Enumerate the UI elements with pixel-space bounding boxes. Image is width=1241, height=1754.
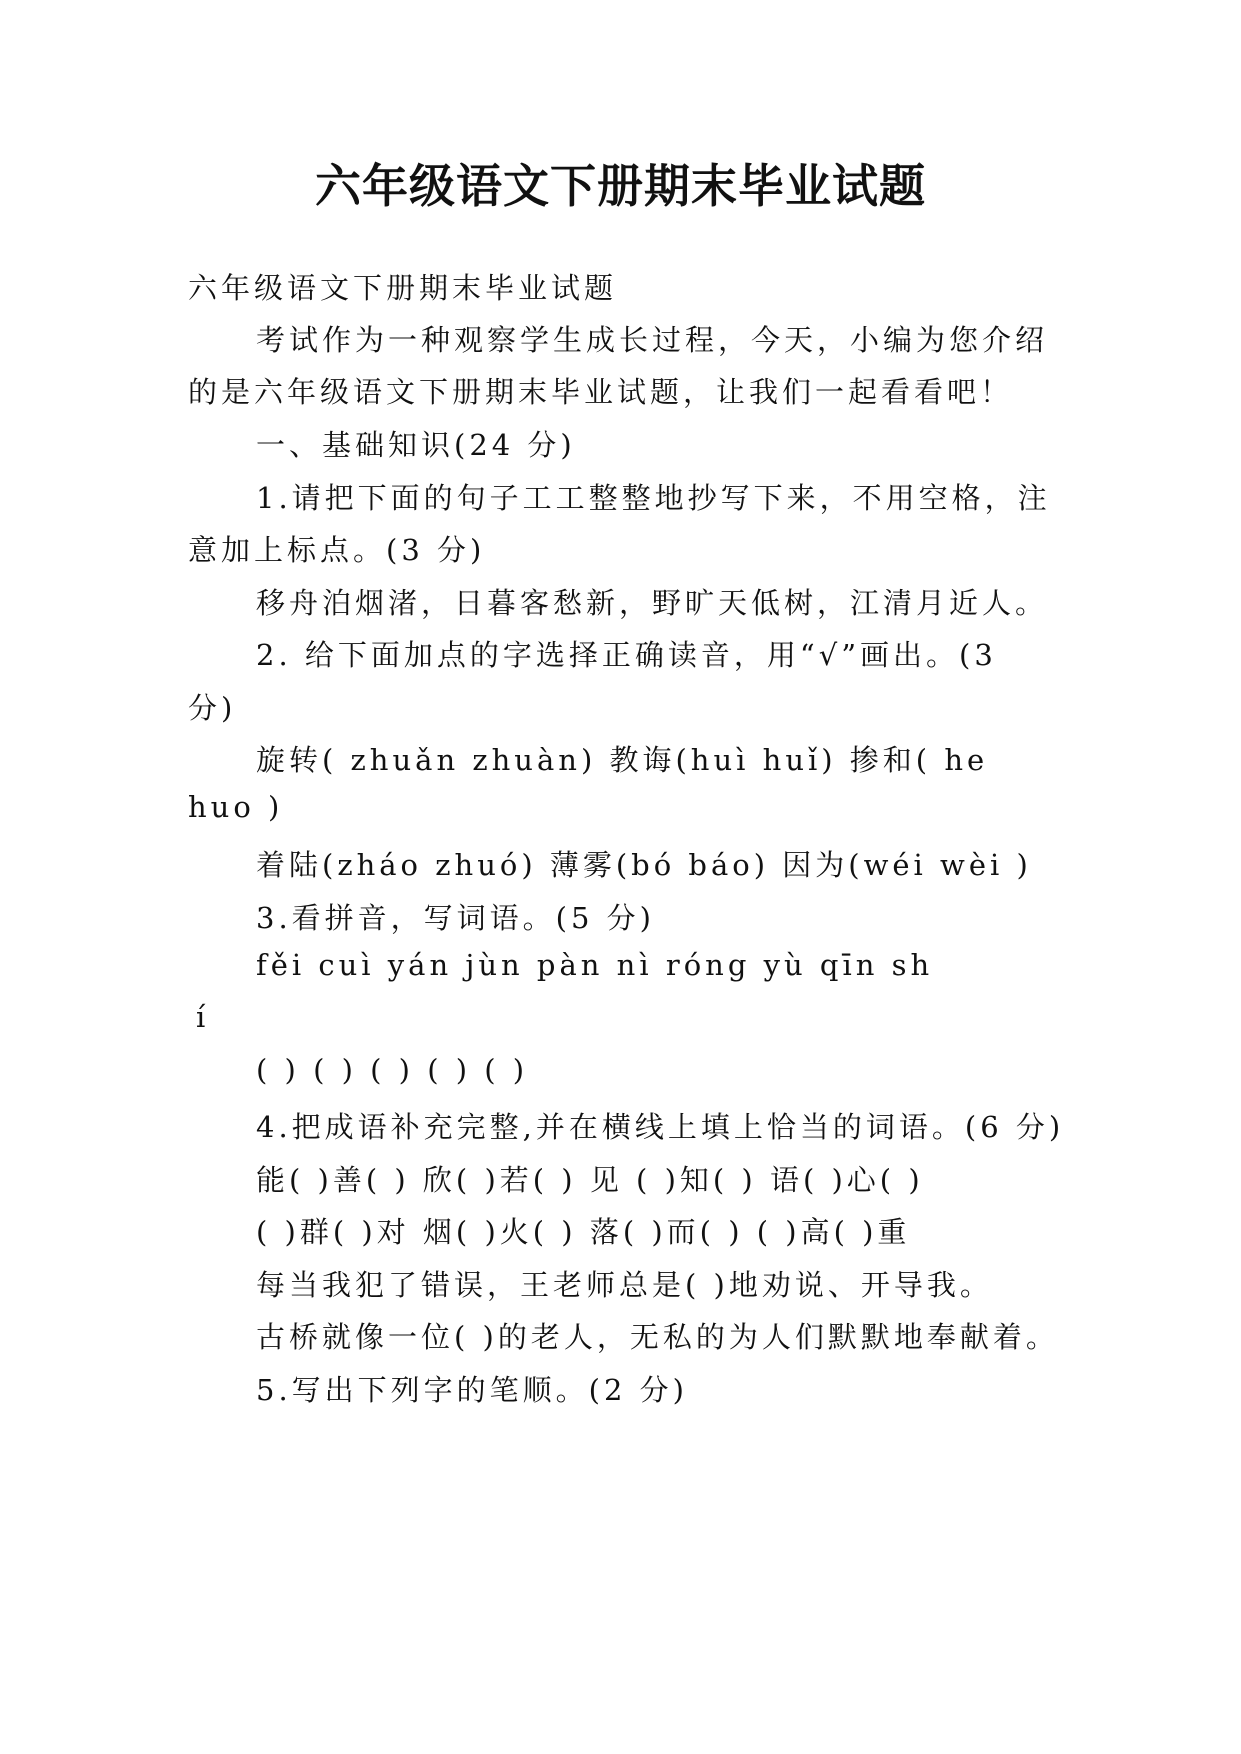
sentence-line-2: 古桥就像一位( )的老人，无私的为人们默默地奉献着。 bbox=[256, 1320, 1059, 1354]
idiom-line-1: 能( )善( ) 欣( )若( ) 见 ( )知( ) 语( )心( ) bbox=[256, 1163, 924, 1197]
question-1-line-1: 1.请把下面的句子工工整整地抄写下来，不用空格，注 bbox=[256, 481, 1051, 515]
question-1-line-2: 意加上标点。(3 分) bbox=[188, 533, 486, 567]
pinyin-words-line: fěi cuì yán jùn pàn nì róng yù qīn sh bbox=[256, 948, 934, 982]
pinyin-choice-line-1-cont: huo ) bbox=[188, 790, 284, 824]
intro-line-1: 考试作为一种观察学生成长过程，今天，小编为您介绍 bbox=[256, 323, 1049, 357]
idiom-line-2: ( )群( )对 烟( )火( ) 落( )而( ) ( )高( )重 bbox=[256, 1215, 911, 1249]
question-2-line-2: 分) bbox=[188, 691, 237, 725]
section-heading: 一、基础知识(24 分) bbox=[256, 428, 576, 462]
question-5-line: 5.写出下列字的笔顺。(2 分) bbox=[256, 1373, 688, 1407]
question-4-line: 4.把成语补充完整,并在横线上填上恰当的词语。(6 分) bbox=[256, 1110, 1065, 1144]
subtitle-line: 六年级语文下册期末毕业试题 bbox=[188, 271, 618, 305]
question-3-line: 3.看拼音，写词语。(5 分) bbox=[256, 901, 655, 935]
question-2-line-1: 2. 给下面加点的字选择正确读音，用“√”画出。(3 bbox=[256, 638, 997, 672]
poem-line: 移舟泊烟渚，日暮客愁新，野旷天低树，江清月近人。 bbox=[256, 586, 1049, 620]
pinyin-choice-line-2: 着陆(zháo zhuó) 薄雾(bó báo) 因为(wéi wèi ) bbox=[256, 848, 1032, 882]
document-title: 六年级语文下册期末毕业试题 bbox=[315, 159, 926, 213]
pinyin-words-line-cont: í bbox=[196, 1000, 210, 1034]
pinyin-choice-line-1: 旋转( zhuǎn zhuàn) 教诲(huì huǐ) 掺和( he bbox=[256, 743, 989, 777]
answer-blanks-line: ( ) ( ) ( ) ( ) ( ) bbox=[256, 1053, 529, 1087]
intro-line-2: 的是六年级语文下册期末毕业试题，让我们一起看看吧！ bbox=[188, 375, 1014, 409]
sentence-line-1: 每当我犯了错误，王老师总是( )地劝说、开导我。 bbox=[256, 1268, 993, 1302]
